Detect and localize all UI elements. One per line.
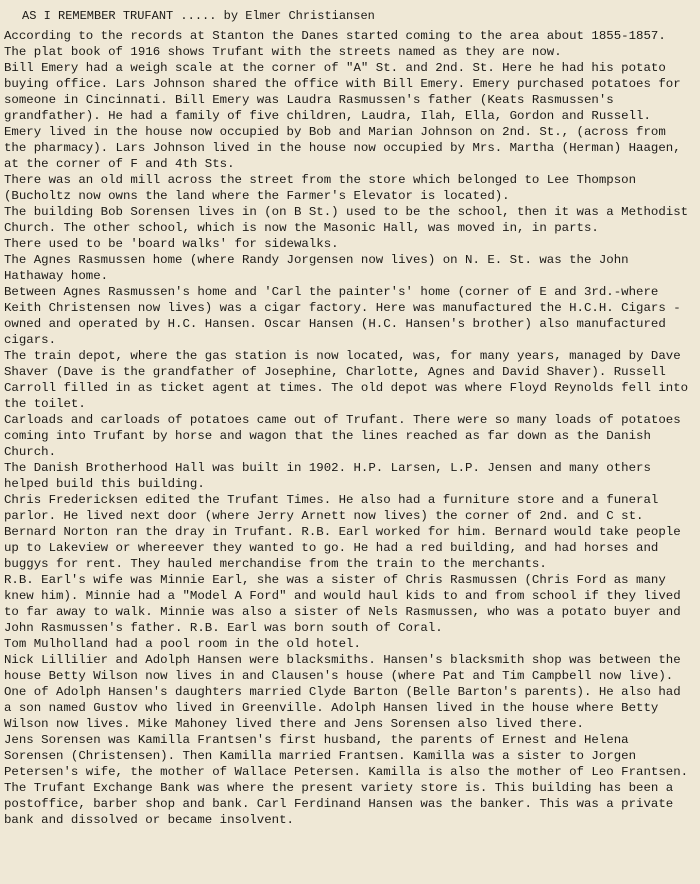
paragraph-board-walks: There used to be 'board walks' for sidewalks.: [4, 237, 339, 251]
paragraph-bill-emery: Bill Emery had a weigh scale at the corner of "A" St. and 2nd. St. Here he had his potato buying office. Lars Johnson shared the office with Bill Emery. Emery purchased potatoes for someone in Cincinnati. Bill Emery was Laudra Rasmussen's father (Keats Rasmussen's grandfather). He had a family of five children, Laudra, Ilah, Ella, Gordon and Russell. Emery lived in the house now occupied by Bob and Marian Johnson on 2nd. St., (across from the pharmacy). Lars Johnson lived in the house now occupied by Mrs. Martha (Herman) Haagen, at the corner of F and 4th Sts.: [4, 61, 681, 171]
paragraph-blacksmiths: Nick Lillilier and Adolph Hansen were blacksmiths. Hansen's blacksmith shop was between the house Betty Wilson now lives in and Clausen's house (where Pat and Tim Campbell now live). One of Adolph Hansen's daughters married Clyde Barton (Belle Barton's parents). He also had a son named Gustov who lived in Greenville. Adolph Hansen lived in the house where Betty Wilson now lives. Mike Mahoney lived there and Jens Sorensen also lived there.: [4, 653, 681, 731]
paragraph-potato-loads: Carloads and carloads of potatoes came out of Trufant. There were so many loads of potatoes coming into Trufant by horse and wagon that the lines reached as far down as the Danish Church.: [4, 413, 681, 459]
paragraph-trufant-times: Chris Fredericksen edited the Trufant Times. He also had a furniture store and a funeral parlor. He lived next door (where Jerry Arnett now lives) the corner of 2nd. and C st.: [4, 493, 659, 523]
paragraph-old-mill: There was an old mill across the street from the store which belonged to Lee Thompson (Bucholtz now owns the land where the Farmer's Elevator is located).: [4, 173, 637, 203]
paragraph-exchange-bank: The Trufant Exchange Bank was where the present variety store is. This building has been a postoffice, barber shop and bank. Carl Ferdinand Hansen was the banker. This was a private bank and dissolved or became insolvent.: [4, 781, 674, 827]
paragraph-brotherhood-hall: The Danish Brotherhood Hall was built in 1902. H.P. Larsen, L.P. Jensen and many others helped build this building.: [4, 461, 651, 491]
paragraph-danes-arrival: According to the records at Stanton the Danes started coming to the area about 1855-1857. The plat book of 1916 shows Trufant with the streets named as they are now.: [4, 29, 666, 59]
paragraph-school-church: The building Bob Sorensen lives in (on B St.) used to be the school, then it was a Methodist Church. The other school, which is now the Masonic Hall, was moved in, in parts.: [4, 205, 689, 235]
paragraph-cigar-factory: Between Agnes Rasmussen's home and 'Carl the painter's' home (corner of E and 3rd.-where Keith Christensen now lives) was a cigar factory. Here was manufactured the H.C.H. Cigars - owned and operated by H.C. Hansen. Oscar Hansen (H.C. Hansen's brother) also manufactured cigars.: [4, 285, 681, 347]
paragraph-dray: Bernard Norton ran the dray in Trufant. R.B. Earl worked for him. Bernard would take people up to Lakeview or whereever they wanted to go. He had a red building, and had horses and buggys for rent. They hauled merchandise from the train to the merchants.: [4, 525, 681, 571]
paragraph-minnie-earl: R.B. Earl's wife was Minnie Earl, she was a sister of Chris Rasmussen (Chris Ford as many knew him). Minnie had a "Model A Ford" and would haul kids to and from school if they lived to far away to walk. Minnie was also a sister of Nels Rasmussen, who was a potato buyer and John Rasmussen's father. R.B. Earl was born south of Coral.: [4, 573, 681, 635]
paragraph-pool-room: Tom Mulholland had a pool room in the old hotel.: [4, 637, 361, 651]
paragraph-train-depot: The train depot, where the gas station is now located, was, for many years, managed by Dave Shaver (Dave is the grandfather of Josephine, Charlotte, Agnes and David Shaver). Russell Carroll filled in as ticket agent at times. The old depot was where Floyd Reynolds fell into the toilet.: [4, 349, 689, 411]
document-title: AS I REMEMBER TRUFANT ..... by Elmer Christiansen: [22, 9, 375, 23]
paragraph-kamilla-frantsen: Jens Sorensen was Kamilla Frantsen's first husband, the parents of Ernest and Helena Sorensen (Christensen). Then Kamilla married Frantsen. Kamilla was a sister to Jorgen Petersen's wife, the mother of Wallace Petersen. Kamilla is also the mother of Leo Frantsen.: [4, 733, 689, 779]
paragraph-agnes-rasmussen-home: The Agnes Rasmussen home (where Randy Jorgensen now lives) on N. E. St. was the John Hathaway home.: [4, 253, 629, 283]
